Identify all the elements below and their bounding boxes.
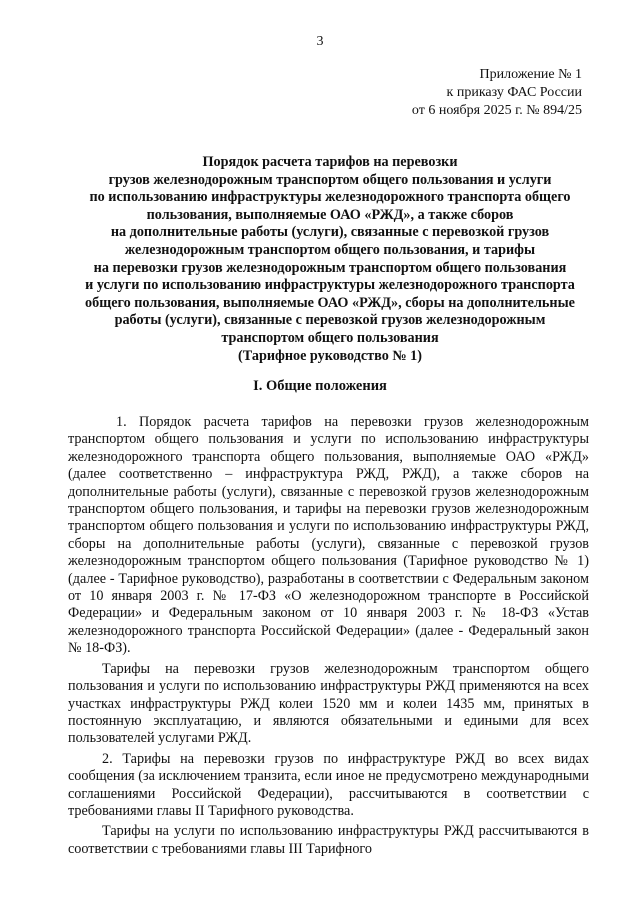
appendix-reference bbox=[412, 66, 582, 120]
title-line: Порядок расчета тарифов на перевозки bbox=[202, 154, 458, 170]
title-line: и услуги по использованию инфраструктуры железнодорожного транспорта bbox=[85, 277, 575, 294]
title-line: транспортом общего пользования bbox=[221, 329, 439, 346]
paragraph: Тарифы на перевозки грузов железнодорожным транспортом общего пользования и услуги по использованию инфраструктуры РЖД применяются на всех участках инфраструктуры РЖД колеи 1520 мм и колеи 1435 мм, принятых в постоянную эксплуатацию, и являются обязательными и едиными для всех пользователей услугами РЖД. bbox=[68, 660, 589, 747]
title-line: по использованию инфраструктуры железнодорожного транспорта общего bbox=[89, 189, 571, 206]
section-heading: I. Общие положения bbox=[253, 378, 387, 394]
title-line: на перевозки грузов железнодорожным транспортом общего пользования bbox=[93, 259, 567, 276]
body-text bbox=[68, 414, 589, 858]
title-line: на дополнительные работы (услуги), связанные с перевозкой грузов bbox=[110, 224, 550, 241]
title-line: железнодорожным транспортом общего пользования, и тарифы bbox=[124, 241, 536, 258]
paragraph: 1. Порядок расчета тарифов на перевозки грузов железнодорожным транспортом общего пользования и услуги по использованию инфраструктуры железнодорожного транспорта общего пользования, выполняемые ОАО «РЖД» (далее соответственно – инфраструктура РЖД, РЖД), а также сборов на дополнительные работы (услуги), связанные с перевозкой грузов железнодорожным транспортом общего пользования, и тарифы на перевозки грузов железнодорожным транспортом общего пользования и услуги по использованию инфраструктуры РЖД, сборы на дополнительные работы (услуги), связанные с перевозкой грузов железнодорожным транспортом общего пользования (Тарифное руководство № 1) (далее - Тарифное руководство), разработаны в соответствии с Федеральным законом от 10 января 2003 г. № 17-ФЗ «О железнодорожном транспорте в Российской Федерации» и Федеральным законом от 10 января 2003 г. № 18-ФЗ «Устав железнодорожного транспорта Российской Федерации» (далее - Федеральный закон № 18-ФЗ). bbox=[68, 414, 589, 657]
document-title bbox=[40, 154, 620, 365]
title-line: грузов железнодорожным транспортом общего пользования и услуги bbox=[108, 171, 552, 188]
appendix-line: от 6 ноября 2025 г. № 894/25 bbox=[411, 103, 582, 118]
appendix-line: Приложение № 1 bbox=[479, 67, 582, 82]
appendix-line: к приказу ФАС России bbox=[446, 85, 582, 100]
title-line: пользования, выполняемые ОАО «РЖД», а также сборов bbox=[146, 206, 514, 223]
title-line: общего пользования, выполняемые ОАО «РЖД», сборы на дополнительные bbox=[85, 294, 575, 311]
title-line: работы (услуги), связанные с перевозкой грузов железнодорожным bbox=[114, 312, 546, 329]
paragraph: Тарифы на услуги по использованию инфраструктуры РЖД рассчитываются в соответствии с требованиями главы III Тарифного bbox=[68, 823, 589, 857]
page-number: 3 bbox=[316, 34, 324, 49]
title-line: (Тарифное руководство № 1) bbox=[238, 347, 422, 364]
paragraph: 2. Тарифы на перевозки грузов по инфраструктуре РЖД во всех видах сообщения (за исключением транзита, если иное не предусмотрено международными соглашениями Российской Федерации), рассчитываются в соответствии с требованиями главы II Тарифного руководства. bbox=[68, 750, 589, 819]
